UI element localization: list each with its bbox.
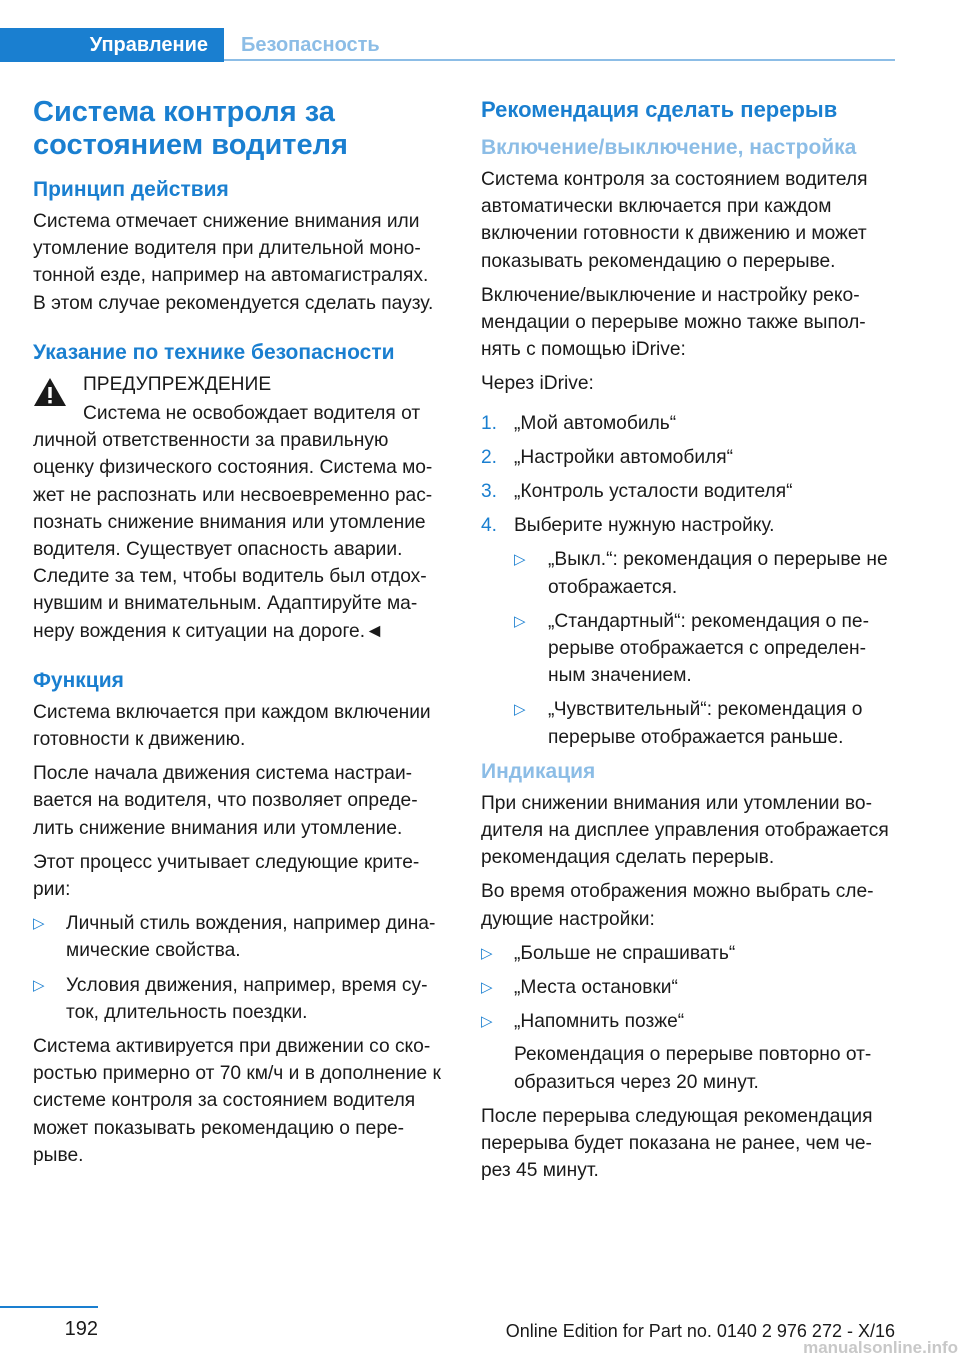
list-item (481, 410, 901, 437)
list-item-text: „Выкл.“: рекомендация о перерыве не отображается. (548, 549, 888, 598)
tab-control[interactable]: Управление (0, 28, 224, 62)
step-text: „Настройки автомобиля“ (514, 446, 734, 468)
list-item-text: „Места остановки“ (514, 977, 678, 999)
indication-paragraph-1: При снижении внимания или утомлении во-дителя на дисплее управления отображается рекомендация сделать перерыв. (481, 792, 889, 869)
triangle-bullet-icon: ▷ (481, 944, 493, 962)
right-column (481, 96, 901, 1192)
list-item-text: „Напомнить позже“ (514, 1011, 685, 1033)
function-paragraph-2: После начала движения система настраи-вается на водителя, что позволяет опреде-лить снижение внимания или утомление. (33, 763, 418, 839)
list-item (481, 1008, 901, 1096)
onoff-paragraph-2: Включение/выключение и настройку реко-мендации о перерыве можно также выпол-нять с помощью iDrive: (481, 284, 866, 361)
indication-paragraph-2: Во время отображения можно выбрать сле-дующие настройки: (481, 881, 874, 930)
step-text: „Мой автомобиль“ (514, 412, 677, 434)
closing-paragraph: После перерыва следующая рекомендация перерыва будет показана не ранее, чем че-рез 45 минут. (481, 1105, 873, 1182)
list-item (514, 696, 901, 750)
function-paragraph-1: Система включается при каждом включении готовности к движению. (33, 701, 431, 751)
via-idrive: Через iDrive: (481, 373, 594, 395)
remind-note: Рекомендация о перерыве повторно от-образиться через 20 минут. (514, 1044, 872, 1093)
safety-heading: Указание по технике безопасности (33, 340, 395, 364)
triangle-bullet-icon: ▷ (514, 612, 526, 630)
left-column (33, 96, 445, 1176)
list-item-text: „Чувствительный“: рекомендация о перерыве отображается раньше. (548, 699, 863, 748)
options-list (514, 546, 901, 750)
page-header (0, 0, 960, 62)
page-number: 192 (64, 1318, 98, 1340)
list-item (514, 608, 901, 690)
triangle-bullet-icon: ▷ (514, 551, 526, 569)
warning-triangle-icon (33, 377, 67, 407)
step-number: 4. (481, 515, 498, 537)
footer-rule (0, 1306, 98, 1308)
section-title: Система контроля за состоянием водителя (33, 96, 348, 161)
step-number: 2. (481, 446, 498, 468)
step-text: Выберите нужную настройку. (514, 515, 775, 537)
list-item-text: „Больше не спрашивать“ (514, 942, 736, 964)
step-text: „Контроль усталости водителя“ (514, 481, 793, 503)
watermark: manualsonline.info (803, 1338, 958, 1357)
list-item (481, 974, 901, 1001)
function-heading: Функция (33, 668, 124, 692)
principle-heading: Принцип действия (33, 178, 229, 201)
warning-label: ПРЕДУПРЕЖДЕНИЕ (83, 373, 272, 395)
list-item (481, 940, 901, 967)
list-item (514, 546, 901, 600)
list-item-text: Личный стиль вождения, например дина-мические свойства. (66, 913, 436, 962)
list-item (481, 512, 901, 751)
header-rule (224, 59, 895, 61)
indication-heading: Индикация (481, 759, 596, 783)
principle-text: Система отмечает снижение внимания или утомление водителя при длительной моно-тонной езде, например на автомагистралях. В этом случае рекомендуется сделать паузу. (33, 211, 434, 314)
list-item-text: Условия движения, например, время су-ток, длительность поездки. (66, 974, 428, 1023)
triangle-bullet-icon: ▷ (33, 915, 45, 933)
tab-safety[interactable]: Безопасность (241, 33, 380, 56)
triangle-bullet-icon: ▷ (33, 976, 45, 994)
function-paragraph-3: Этот процесс учитывает следующие крите-рии: (33, 851, 420, 901)
steps-list (481, 410, 901, 751)
list-item (33, 972, 445, 1026)
triangle-bullet-icon: ▷ (514, 701, 526, 719)
warning-block (33, 371, 445, 645)
list-item (481, 444, 901, 471)
list-item-text: „Стандартный“: рекомендация о пе-рерыве отображается с определен-ным значением. (548, 610, 869, 687)
function-paragraph-4: Система активируется при движении со ско-ростью примерно от 70 км/ч и в дополнение к системе контроля за состоянием водителя может показывать рекомендацию о пере-рыве. (33, 1036, 441, 1166)
warning-text: Система не освобождает водителя от личной ответственности за правильную оценку физического состояния. Система мо-жет не распознать или несвоевременно рас-познать снижение внимания или утомление водителя. Существует опасность аварии. Следите за тем, чтобы водитель был отдох-нувшим и внимательным. Адаптируйте ма-неру вождения к ситуации на дороге.◄ (33, 403, 433, 642)
choices-list (481, 940, 901, 1096)
edition-line: Online Edition for Part no. 0140 2 976 272 - X/16 (505, 1321, 895, 1341)
step-number: 1. (481, 412, 498, 434)
step-number: 3. (481, 481, 498, 503)
onoff-paragraph-1: Система контроля за состоянием водителя автоматически включается при каждом включении готовности к движению и может показывать рекомендацию о перерыве. (481, 169, 868, 272)
triangle-bullet-icon: ▷ (481, 979, 493, 997)
criteria-list (33, 910, 445, 1026)
break-heading: Рекомендация сделать перерыв (481, 97, 838, 122)
list-item (481, 478, 901, 505)
triangle-bullet-icon: ▷ (481, 1013, 493, 1031)
onoff-heading: Включение/выключение, настройка (481, 136, 857, 159)
list-item (33, 910, 445, 964)
